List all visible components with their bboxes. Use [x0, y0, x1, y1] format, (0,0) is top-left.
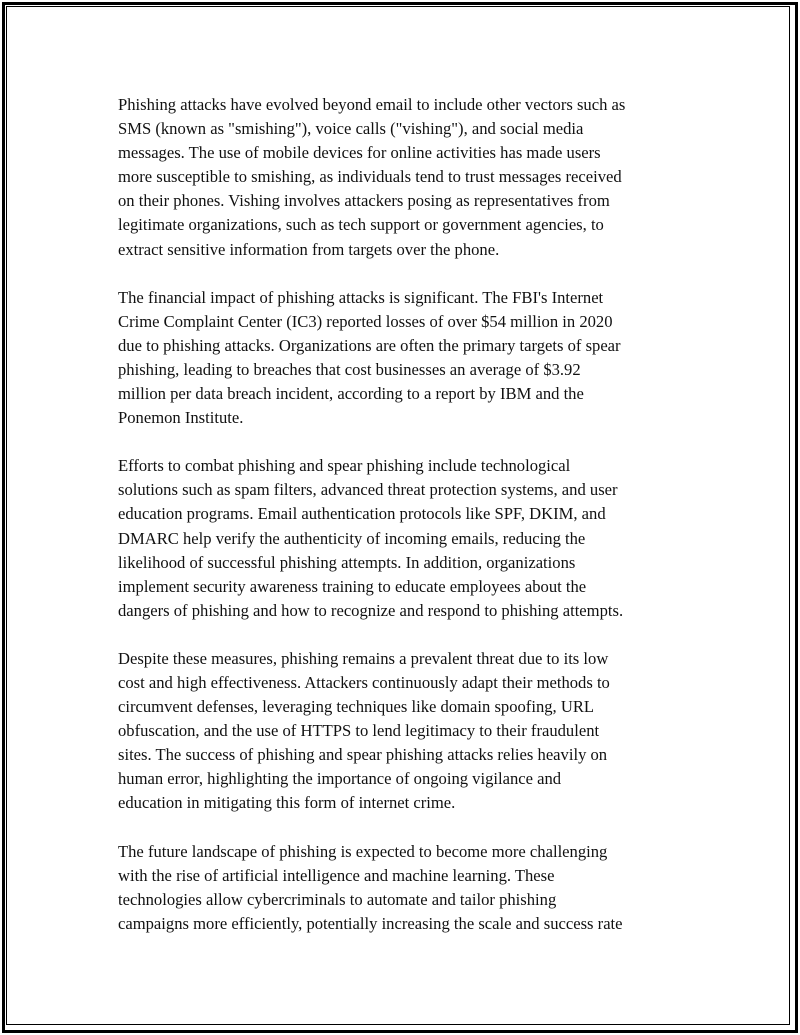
- text-line: Ponemon Institute.: [118, 408, 244, 428]
- text-line: technologies allow cybercriminals to automate and tailor phishing: [118, 889, 557, 909]
- text-line: solutions such as spam filters, advanced threat protection systems, and user: [118, 480, 618, 500]
- text-line: obfuscation, and the use of HTTPS to lend legitimacy to their fraudulent: [118, 721, 600, 741]
- text-line: education programs. Email authentication protocols like SPF, DKIM, and: [118, 504, 606, 524]
- text-line: Crime Complaint Center (IC3) reported losses of over $54 million in 2020: [118, 311, 613, 331]
- text-line: with the rise of artificial intelligence and machine learning. These: [118, 865, 555, 885]
- text-line: implement security awareness training to educate employees about the: [118, 576, 587, 596]
- text-line: The future landscape of phishing is expected to become more challenging: [118, 841, 608, 861]
- text-line: DMARC help verify the authenticity of incoming emails, reducing the: [118, 528, 586, 548]
- paragraph-countermeasures: [118, 454, 693, 623]
- document-body: [118, 93, 693, 960]
- text-line: The financial impact of phishing attacks is significant. The FBI's Internet: [118, 287, 604, 307]
- text-line: phishing, leading to breaches that cost businesses an average of $3.92: [118, 359, 581, 379]
- text-line: circumvent defenses, leveraging techniques like domain spoofing, URL: [118, 697, 595, 717]
- text-line: Efforts to combat phishing and spear phishing include technological: [118, 456, 571, 476]
- text-line: extract sensitive information from targets over the phone.: [118, 239, 500, 259]
- text-line: due to phishing attacks. Organizations are often the primary targets of spear: [118, 335, 621, 355]
- text-line: on their phones. Vishing involves attackers posing as representatives from: [118, 191, 610, 211]
- paragraph-financial-impact: [118, 286, 693, 431]
- text-line: campaigns more efficiently, potentially increasing the scale and success rate: [118, 913, 623, 933]
- paragraph-mobile-vectors: [118, 93, 693, 262]
- text-line: legitimate organizations, such as tech support or government agencies, to: [118, 215, 604, 235]
- text-line: human error, highlighting the importance of ongoing vigilance and: [118, 769, 562, 789]
- text-line: Phishing attacks have evolved beyond email to include other vectors such as: [118, 95, 626, 114]
- text-line: cost and high effectiveness. Attackers continuously adapt their methods to: [118, 672, 610, 692]
- text-line: education in mitigating this form of internet crime.: [118, 793, 456, 813]
- paragraph-prevalence: [118, 647, 693, 816]
- text-line: likelihood of successful phishing attempts. In addition, organizations: [118, 552, 576, 572]
- text-line: messages. The use of mobile devices for online activities has made users: [118, 143, 601, 163]
- text-line: sites. The success of phishing and spear phishing attacks relies heavily on: [118, 745, 608, 765]
- text-line: more susceptible to smishing, as individuals tend to trust messages received: [118, 167, 622, 187]
- paragraph-future-landscape: [118, 840, 693, 936]
- text-line: SMS (known as "smishing"), voice calls ("vishing"), and social media: [118, 119, 584, 139]
- text-line: Despite these measures, phishing remains a prevalent threat due to its low: [118, 648, 609, 668]
- text-line: million per data breach incident, according to a report by IBM and the: [118, 384, 584, 404]
- text-line: dangers of phishing and how to recognize and respond to phishing attempts.: [118, 600, 624, 620]
